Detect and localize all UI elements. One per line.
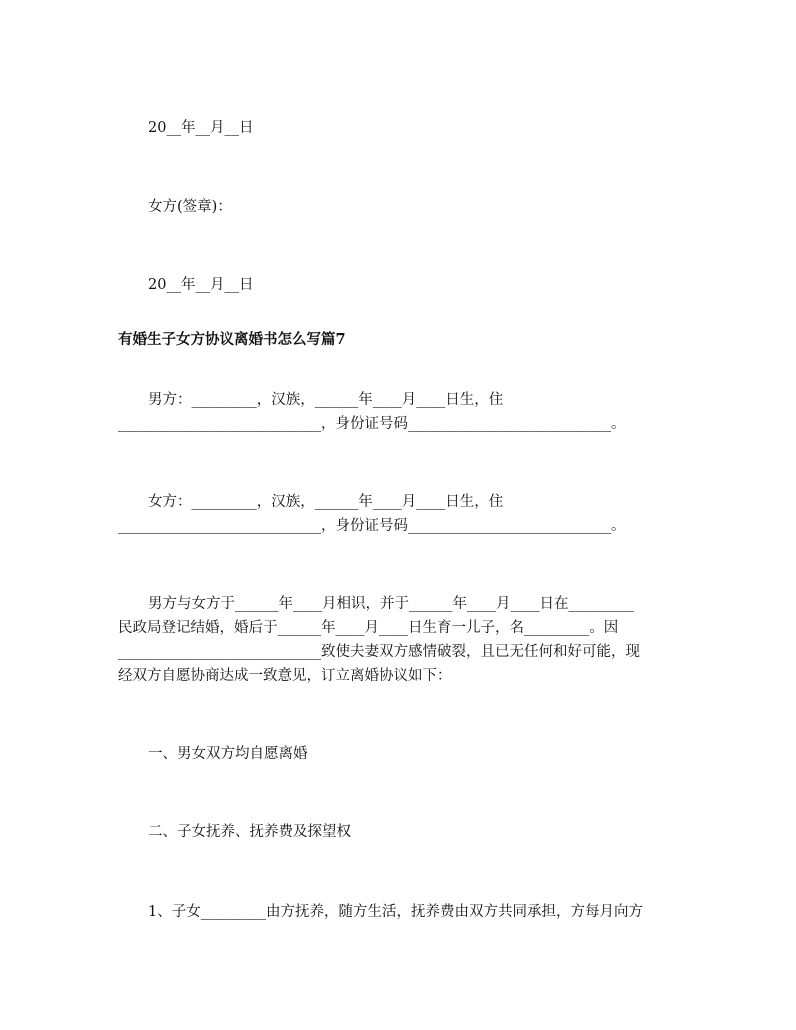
paragraph-line: ____________________________致使夫妻双方感情破裂，且已无任何和好可能，现 [118, 644, 640, 660]
clause-2-item-1: 1、子女_________由方抚养，随方生活，抚养费由双方共同承担，方每月向方 [148, 904, 643, 920]
date-line: 20__年__月__日 [148, 120, 254, 136]
clause-1: 一、男女双方均自愿离婚 [148, 746, 308, 762]
paragraph-line: 民政局登记结婚，婚后于______年____月____日生育一儿子，名_________。因 [118, 620, 619, 636]
paragraph-line: 男方与女方于______年____月相识，并于______年____月____日在_________ [148, 596, 634, 612]
date-line: 20__年__月__日 [148, 277, 254, 293]
section-heading: 有婚生子女方协议离婚书怎么写篇7 [118, 331, 346, 348]
paragraph-line: 经双方自愿协商达成一致意见，订立离婚协议如下： [118, 668, 452, 684]
female-info-line: 女方：_________，汉族，______年____月____日生，住 [148, 494, 504, 510]
clause-2: 二、子女抚养、抚养费及探望权 [148, 824, 351, 840]
female-info-line: ____________________________，身份证号码____________________________。 [118, 518, 626, 534]
male-info-line: ____________________________，身份证号码____________________________。 [118, 416, 626, 432]
male-info-line: 男方：_________，汉族，______年____月____日生，住 [148, 392, 504, 408]
female-signature-label: 女方(签章)： [148, 199, 232, 215]
